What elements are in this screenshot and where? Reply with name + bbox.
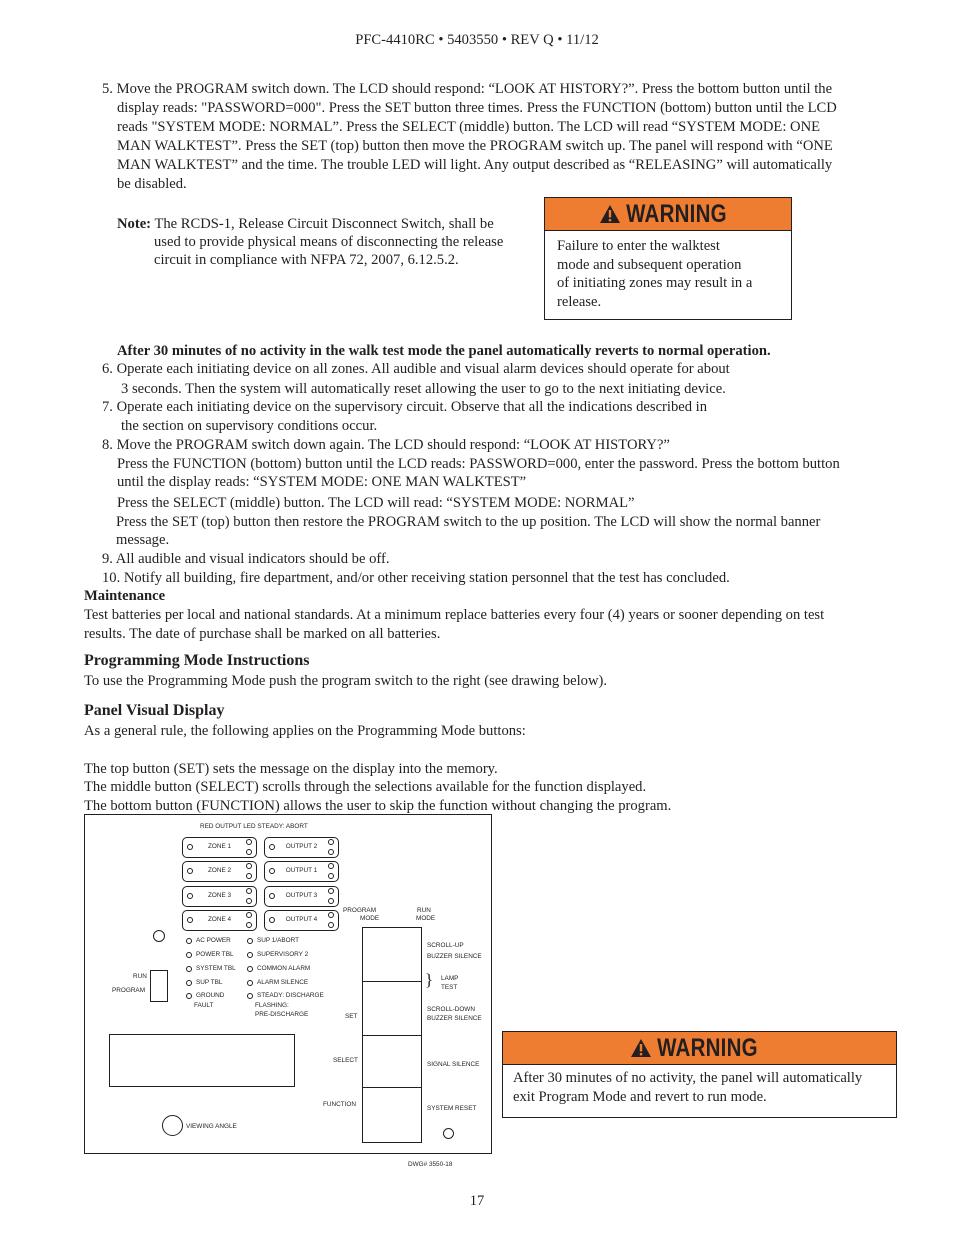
warning-title: WARNING bbox=[625, 199, 727, 228]
step-8-line-2: Press the FUNCTION (bottom) button until the LCD reads: PASSWORD=000, enter the password. Press the bottom button bbox=[117, 456, 840, 472]
output-label: OUTPUT 1 bbox=[285, 867, 318, 874]
function-button-desc: The bottom button (FUNCTION) allows the user to skip the function without changing the program. bbox=[84, 798, 672, 814]
supervisory-2-led bbox=[247, 951, 308, 959]
step-8-line-4: Press the SELECT (middle) button. The LCD will read: “SYSTEM MODE: NORMAL” bbox=[117, 495, 635, 511]
system-reset-indicator bbox=[443, 1128, 454, 1139]
output-label: OUTPUT 4 bbox=[285, 916, 318, 923]
zone-4-led bbox=[182, 910, 257, 931]
buzzer-silence-label: BUZZER SILENCE bbox=[427, 953, 482, 960]
zone-label: ZONE 3 bbox=[207, 892, 232, 899]
set-button-desc: The top button (SET) sets the message on the display into the memory. bbox=[84, 761, 498, 777]
programming-line: To use the Programming Mode push the program switch to the right (see drawing below). bbox=[84, 673, 608, 689]
power-tbl-led bbox=[186, 951, 234, 959]
step-7-line-1: 7. Operate each initiating device on the supervisory circuit. Observe that all the indications described in bbox=[102, 399, 708, 415]
step-8-line-1: 8. Move the PROGRAM switch down again. The LCD should respond: “LOOK AT HISTORY?” bbox=[102, 437, 670, 453]
note-line-2: used to provide physical means of disconnecting the release bbox=[154, 234, 504, 250]
output-4-led bbox=[264, 910, 339, 931]
led-label: SUP 1/ABORT bbox=[257, 937, 300, 944]
program-label: PROGRAM bbox=[112, 987, 146, 994]
warning-banner bbox=[503, 1032, 896, 1065]
run-mode-label-2: MODE bbox=[416, 915, 436, 922]
step-8-line-5: Press the SET (top) button then restore the PROGRAM switch to the up position. The LCD will show the normal banner bbox=[116, 514, 821, 530]
note-label: Note: bbox=[117, 216, 152, 232]
zone-label: ZONE 2 bbox=[207, 867, 232, 874]
run-mode-label-1: RUN bbox=[417, 907, 431, 914]
output-1-led bbox=[264, 861, 339, 882]
set-label: SET bbox=[345, 1013, 358, 1020]
buzzer-silence-label-2: BUZZER SILENCE bbox=[427, 1015, 482, 1022]
maintenance-line-2: results. The date of purchase shall be marked on all batteries. bbox=[84, 626, 441, 642]
sup-tbl-led bbox=[186, 979, 222, 987]
warning-triangle-icon bbox=[630, 1038, 652, 1058]
set-button[interactable] bbox=[362, 981, 422, 1037]
output-3-led bbox=[264, 886, 339, 907]
run-label: RUN bbox=[133, 973, 147, 980]
warning-line: of initiating zones may result in a bbox=[557, 275, 753, 291]
function-label: FUNCTION bbox=[323, 1101, 357, 1108]
panel-display-line: As a general rule, the following applies on the Programming Mode buttons: bbox=[84, 723, 526, 739]
panel-drawing bbox=[84, 814, 492, 1154]
ac-power-led bbox=[186, 937, 231, 945]
warning-box-program-mode bbox=[502, 1031, 897, 1118]
zone-label: ZONE 1 bbox=[207, 843, 232, 850]
scroll-up-button[interactable] bbox=[362, 927, 422, 983]
warning-line: release. bbox=[557, 293, 602, 310]
led-label: POWER TBL bbox=[196, 951, 234, 958]
page-number: 17 bbox=[469, 1193, 485, 1209]
note-line-3: circuit in compliance with NFPA 72, 2007, 6.12.5.2. bbox=[154, 252, 459, 268]
lcd-display bbox=[109, 1034, 295, 1087]
signal-silence-label: SIGNAL SILENCE bbox=[427, 1061, 480, 1068]
led-label: AC POWER bbox=[196, 937, 231, 944]
step-5-line-5: MAN WALKTEST” and the time. The trouble LED will light. Any output described as “RELEASING” will automatically bbox=[117, 157, 833, 173]
warning-text bbox=[503, 1065, 896, 1110]
step-9: 9. All audible and visual indicators should be off. bbox=[102, 551, 390, 567]
indicator-circle bbox=[153, 930, 165, 942]
flashing-label: FLASHING: bbox=[255, 1002, 289, 1009]
lamp-test-brace: } bbox=[425, 970, 434, 989]
alarm-silence-led bbox=[247, 979, 308, 987]
walktest-revert-note: After 30 minutes of no activity in the walk test mode the panel automatically reverts to normal operation. bbox=[117, 343, 771, 359]
step-5-line-3: reads "SYSTEM MODE: NORMAL”. Press the SELECT (middle) button. The LCD will read “SYSTEM MODE: ONE bbox=[117, 119, 821, 135]
warning-line: mode and subsequent operation bbox=[557, 256, 742, 273]
lamp-label: LAMP bbox=[441, 975, 459, 982]
led-label: GROUND bbox=[196, 992, 225, 999]
ground-led bbox=[186, 992, 224, 1000]
sup1-abort-led bbox=[247, 937, 299, 945]
common-alarm-led bbox=[247, 965, 310, 973]
step-8-line-6: message. bbox=[116, 532, 170, 548]
function-button[interactable] bbox=[362, 1087, 422, 1143]
pre-discharge-label: PRE-DISCHARGE bbox=[255, 1011, 309, 1018]
page-header: PFC-4410RC • 5403550 • REV Q • 11/12 bbox=[355, 32, 599, 48]
warning-triangle-icon bbox=[599, 204, 621, 224]
step-5-line-4: MAN WALKTEST”. Press the SET (top) button then move the PROGRAM switch up. The panel will respond with “ONE bbox=[117, 138, 833, 154]
step-5-line-6: be disabled. bbox=[117, 176, 187, 192]
warning-line: exit Program Mode and revert to run mode. bbox=[513, 1088, 767, 1105]
programming-heading: Programming Mode Instructions bbox=[84, 652, 310, 669]
system-tbl-led bbox=[186, 965, 236, 973]
program-mode-label-1: PROGRAM bbox=[343, 907, 377, 914]
scroll-up-label: SCROLL-UP bbox=[427, 942, 464, 949]
led-label: SUPERVISORY 2 bbox=[257, 951, 309, 958]
zone-1-led bbox=[182, 837, 257, 858]
maintenance-line-1: Test batteries per local and national standards. At a minimum replace batteries every four (4) years or sooner depending on test bbox=[84, 607, 825, 623]
system-reset-label: SYSTEM RESET bbox=[427, 1105, 477, 1112]
drawing-number: DWG# 3550-18 bbox=[408, 1161, 453, 1168]
output-label: OUTPUT 2 bbox=[285, 843, 318, 850]
note-line-1: The RCDS-1, Release Circuit Disconnect Switch, shall be bbox=[154, 216, 494, 232]
select-button-desc: The middle button (SELECT) scrolls through the selections available for the function displayed. bbox=[84, 779, 647, 795]
led-label: COMMON ALARM bbox=[257, 965, 311, 972]
scroll-down-label: SCROLL-DOWN bbox=[427, 1006, 475, 1013]
warning-banner bbox=[545, 198, 791, 231]
zone-label: ZONE 4 bbox=[207, 916, 232, 923]
program-mode-label-2: MODE bbox=[360, 915, 380, 922]
test-label: TEST bbox=[441, 984, 458, 991]
run-program-switch[interactable] bbox=[150, 970, 168, 1002]
warning-box-walktest bbox=[544, 197, 792, 320]
viewing-angle-label: VIEWING ANGLE bbox=[186, 1123, 237, 1130]
warning-text bbox=[545, 231, 791, 317]
step-6-line-2: 3 seconds. Then the system will automatically reset allowing the user to go to the next initiating device. bbox=[121, 381, 726, 397]
maintenance-heading: Maintenance bbox=[84, 588, 166, 604]
led-label: STEADY: DISCHARGE bbox=[257, 992, 324, 999]
viewing-angle-knob[interactable] bbox=[162, 1115, 183, 1136]
step-6-line-1: 6. Operate each initiating device on all zones. All audible and visual alarm devices should operate for about bbox=[102, 361, 730, 377]
output-label: OUTPUT 3 bbox=[285, 892, 318, 899]
discharge-led bbox=[247, 992, 324, 1000]
step-5-line-2: display reads: "PASSWORD=000". Press the SET button three times. Press the FUNCTION (bottom) button until the LCD bbox=[117, 100, 837, 116]
ground-fault-label: FAULT bbox=[194, 1002, 214, 1009]
zone-2-led bbox=[182, 861, 257, 882]
step-7-line-2: the section on supervisory conditions occur. bbox=[121, 418, 378, 434]
warning-title: WARNING bbox=[657, 1033, 758, 1062]
zone-3-led bbox=[182, 886, 257, 907]
step-10: 10. Notify all building, fire department, and/or other receiving station personnel that the test has concluded. bbox=[102, 570, 730, 586]
led-label: SYSTEM TBL bbox=[196, 965, 236, 972]
step-5-line-1: 5. Move the PROGRAM switch down. The LCD should respond: “LOOK AT HISTORY?”. Press the bottom button until the bbox=[102, 81, 833, 97]
select-label: SELECT bbox=[333, 1057, 358, 1064]
panel-display-heading: Panel Visual Display bbox=[84, 702, 225, 719]
drawing-title: RED OUTPUT LED STEADY: ABORT bbox=[200, 823, 308, 830]
warning-line: Failure to enter the walktest bbox=[557, 238, 720, 254]
led-label: SUP TBL bbox=[196, 979, 223, 986]
step-8-line-3: until the display reads: “SYSTEM MODE: ONE MAN WALKTEST” bbox=[117, 474, 527, 490]
led-label: ALARM SILENCE bbox=[257, 979, 309, 986]
select-button[interactable] bbox=[362, 1035, 422, 1089]
output-2-led bbox=[264, 837, 339, 858]
note bbox=[117, 215, 494, 234]
warning-line: After 30 minutes of no activity, the panel will automatically bbox=[513, 1070, 863, 1086]
